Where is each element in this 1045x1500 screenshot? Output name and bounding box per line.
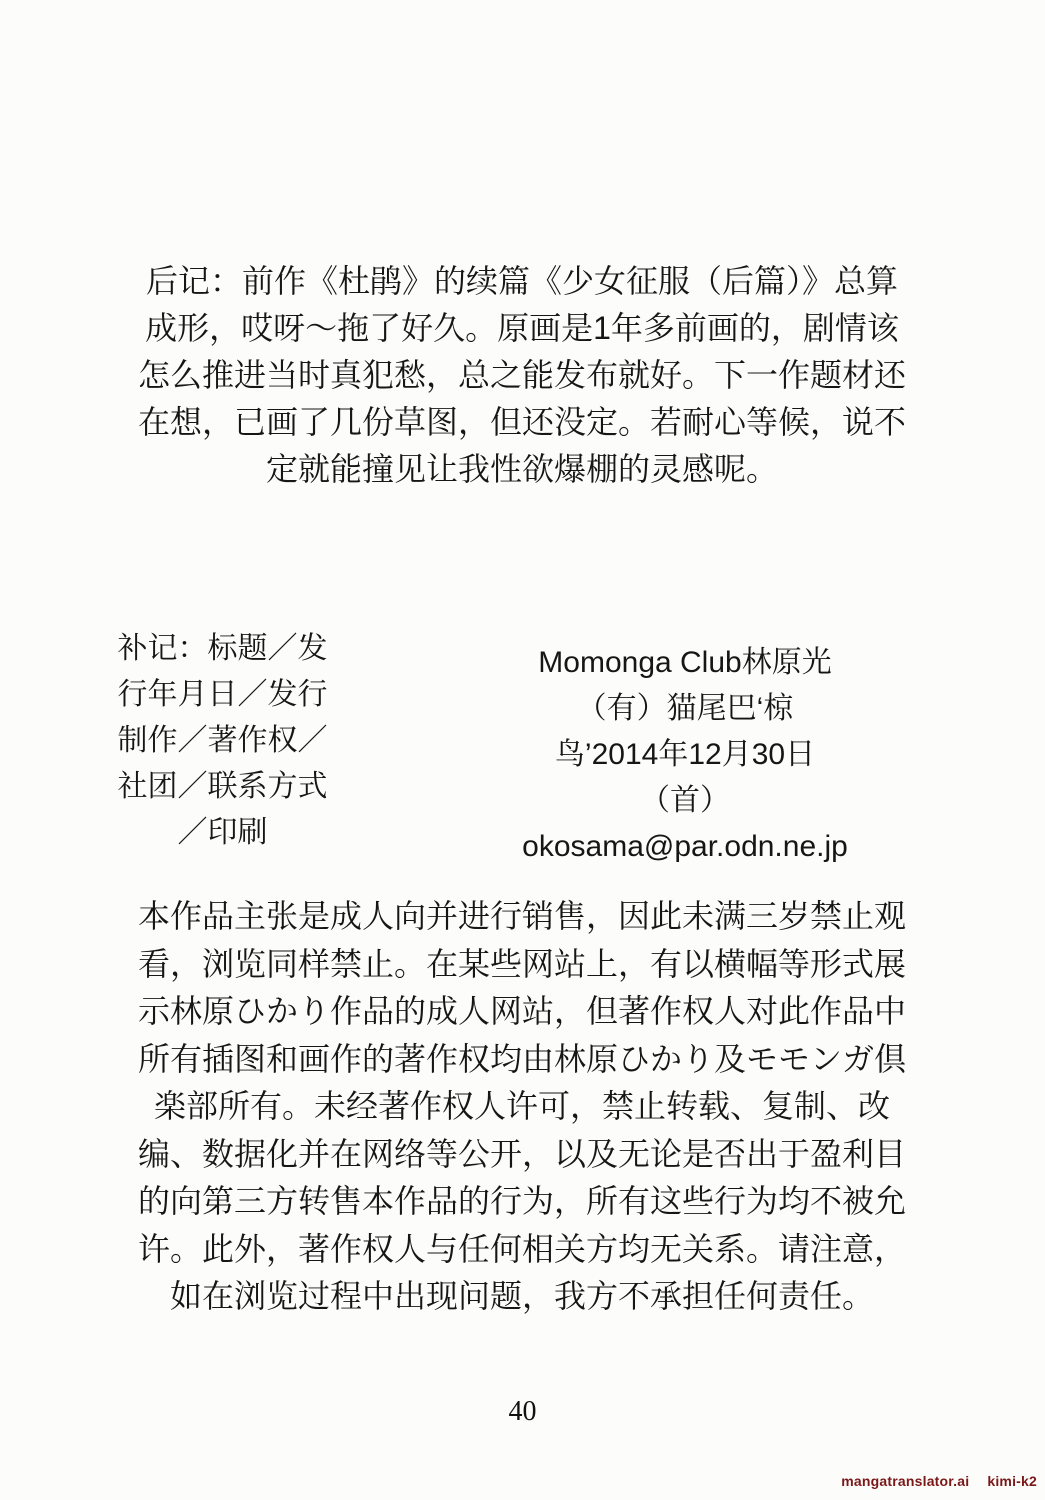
watermark-site: mangatranslator.ai [841, 1473, 970, 1489]
postscript-line: 制作／著作权／ [117, 724, 328, 757]
afterword-paragraph [52, 258, 992, 493]
publisher-line: （首） [640, 784, 730, 817]
postscript-line: 补记：标题／发 [117, 632, 328, 665]
disclaimer-line: 所有插图和画作的著作权均由林原ひかり及モモンガ倶 [137, 1040, 906, 1077]
publisher-line: Momonga Club林原光 [538, 646, 832, 679]
copyright-disclaimer [52, 893, 992, 1321]
disclaimer-line: 编、数据化并在网络等公开，以及无论是否出于盈利目 [137, 1135, 906, 1172]
disclaimer-line: 楽部所有。未经著作权人许可，禁止转载、复制、改 [153, 1088, 890, 1124]
postscript-note [95, 626, 350, 856]
disclaimer-line: 示林原ひかり作品的成人网站，但著作权人对此作品中 [137, 993, 906, 1029]
postscript-line: 社团／联系方式 [117, 770, 328, 803]
disclaimer-line: 的向第三方转售本作品的行为，所有这些行为均不被允 [137, 1183, 906, 1219]
page-number: 40 [508, 1396, 537, 1427]
watermark-model: kimi-k2 [987, 1473, 1037, 1489]
disclaimer-line: 许。此外，著作权人与任何相关方均无关系。请注意， [137, 1230, 906, 1267]
publisher-line: 鸟’2014年12月30日 [554, 738, 816, 771]
watermark [841, 1473, 1037, 1489]
afterword-line: 成形，哎呀～拖了好久。原画是1年多前画的，剧情该 [145, 310, 899, 346]
publisher-info [445, 640, 925, 870]
postscript-line: ／印刷 [177, 816, 268, 849]
publisher-email: okosama@par.odn.ne.jp [522, 830, 848, 863]
disclaimer-line: 看，浏览同样禁止。在某些网站上，有以横幅等形式展 [137, 945, 906, 982]
postscript-line: 行年月日／发行 [117, 678, 328, 711]
disclaimer-line: 本作品主张是成人向并进行销售，因此未满三岁禁止观 [137, 898, 906, 934]
afterword-line: 在想，已画了几份草图，但还没定。若耐心等候，说不 [137, 404, 906, 440]
disclaimer-line: 如在浏览过程中出现问题，我方不承担任何责任。 [169, 1278, 874, 1314]
publisher-line: （有）猫尾巴‘椋 [576, 692, 794, 725]
afterword-line: 怎么推进当时真犯愁，总之能发布就好。下一作题材还 [137, 357, 906, 393]
afterword-line: 定就能撞见让我性欲爆棚的灵感呢。 [265, 451, 778, 487]
afterword-line: 后记：前作《杜鹃》的续篇《少女征服（后篇）》总算 [145, 263, 898, 299]
